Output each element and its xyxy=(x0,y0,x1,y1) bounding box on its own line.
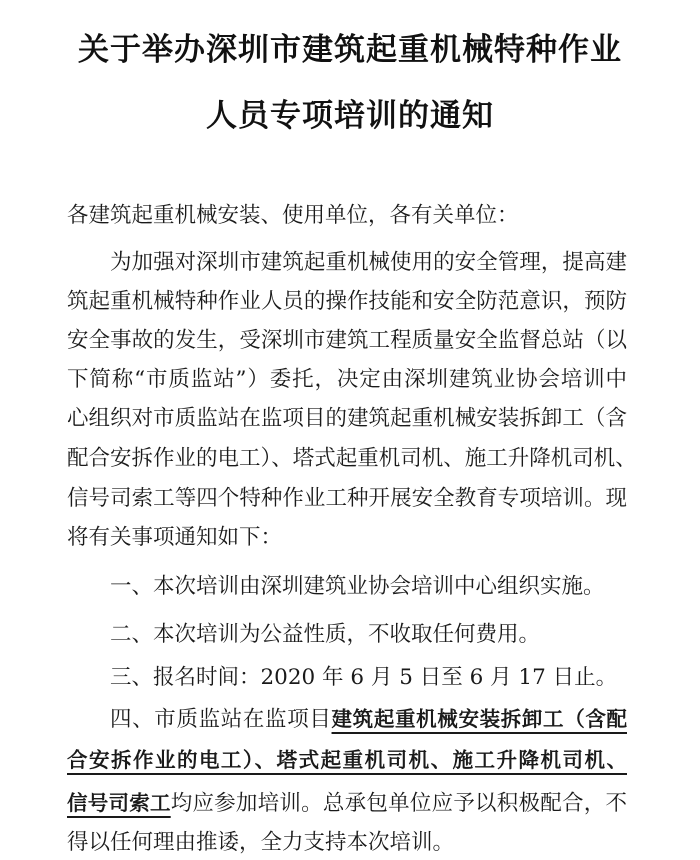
paragraph-line: 下简称“市质监站”）委托，决定由深圳建筑业协会培训中 xyxy=(67,367,627,392)
list-item-4-line-1 xyxy=(110,704,627,735)
paragraph-line: 筑起重机械特种作业人员的操作技能和安全防范意识，预防 xyxy=(67,289,627,314)
paragraph-line: 将有关事项通知如下： xyxy=(67,525,283,550)
paragraph-line: 信号司索工等四个特种作业工种开展安全教育专项培训。现 xyxy=(67,486,627,511)
item-4-highlight: 信号司索工 xyxy=(67,791,171,815)
item-4-prefix: 四、市质监站在监项目 xyxy=(110,707,332,732)
item-4-highlight: 合安拆作业的电工）、塔式起重机司机、施工升降机司机、 xyxy=(67,748,627,772)
list-item-2: 二、本次培训为公益性质，不收取任何费用。 xyxy=(110,622,541,647)
document-title-line-2: 人员专项培训的通知 xyxy=(206,98,494,134)
salutation: 各建筑起重机械安装、使用单位，各有关单位： xyxy=(67,203,519,228)
list-item-4-line-4: 得以任何理由推诿，全力支持本次培训。 xyxy=(67,830,455,855)
document-title-line-1: 关于举办深圳市建筑起重机械特种作业 xyxy=(78,32,622,68)
paragraph-line: 安全事故的发生，受深圳市建筑工程质量安全监督总站（以 xyxy=(67,328,627,353)
item-4-highlight: 建筑起重机械安装拆卸工（含配 xyxy=(331,707,627,731)
item-4-text: 均应参加培训。总承包单位应予以积极配合，不 xyxy=(170,791,627,816)
paragraph-line: 心组织对市质监站在监项目的建筑起重机械安装拆卸工（含 xyxy=(67,406,627,431)
list-item-4-line-2 xyxy=(67,745,627,776)
list-item-1: 一、本次培训由深圳建筑业协会培训中心组织实施。 xyxy=(110,574,605,599)
paragraph-line: 配合安拆作业的电工）、塔式起重机司机、施工升降机司机、 xyxy=(67,446,637,471)
list-item-4-line-3 xyxy=(67,788,627,819)
list-item-3: 三、报名时间：2020 年 6 月 5 日至 6 月 17 日止。 xyxy=(110,665,618,690)
paragraph-line: 为加强对深圳市建筑起重机械使用的安全管理，提高建 xyxy=(110,250,627,275)
